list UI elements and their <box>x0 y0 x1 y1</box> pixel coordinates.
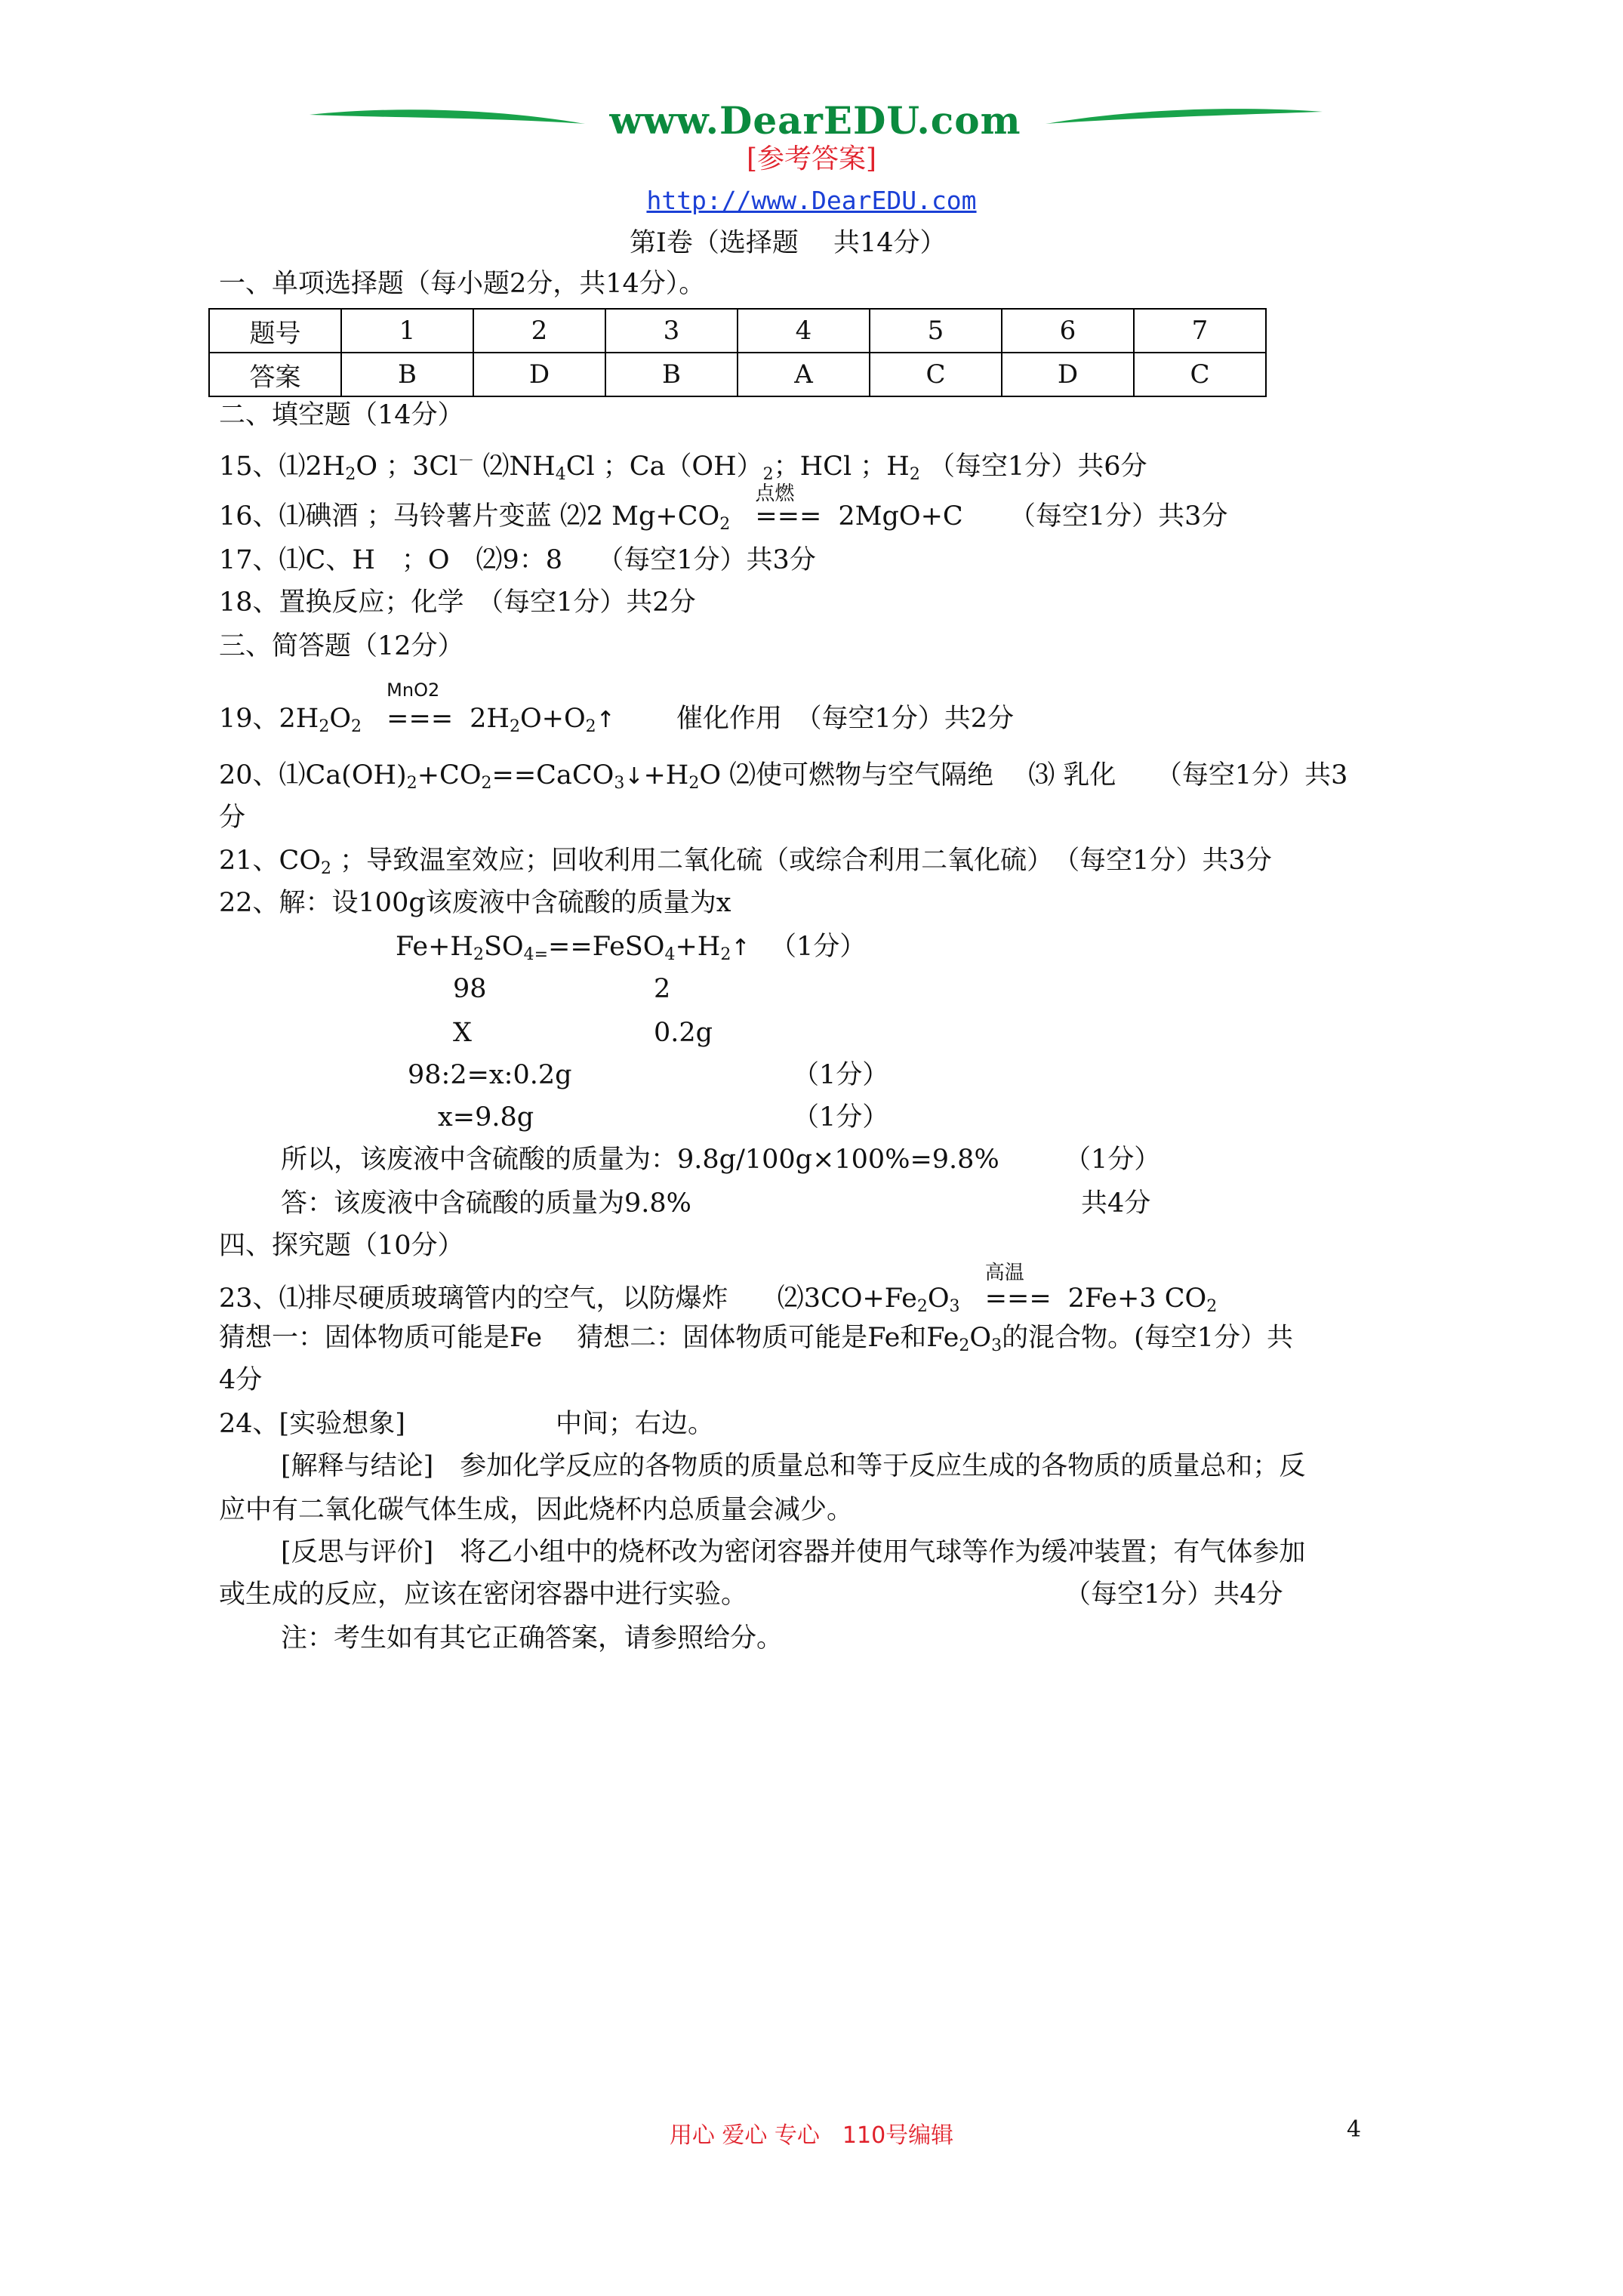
guess-line: 猜想一：固体物质可能是Fe 猜想二：固体物质可能是Fe和$Fe_2O_3$的混合物。(每空1分）共 <box>219 1323 1294 1355</box>
table-cell: 3 <box>605 309 738 353</box>
text-run: 催化作用 （每空1分）共2分 <box>676 704 1014 734</box>
explain-line-2: 应中有二氧化碳气体生成，因此烧杯内总质量会减少。 <box>219 1495 854 1525</box>
score-label: 共4分 <box>1081 1188 1151 1219</box>
text-run: O ；3Cl <box>356 451 458 482</box>
text-run: 2MgO+C <box>838 501 963 532</box>
answer-table <box>208 308 1267 397</box>
calc-value: 2 <box>654 974 671 1004</box>
table-cell: C <box>870 353 1002 396</box>
text-run: ；HCl ；H <box>773 451 910 482</box>
answer-21: 21、$CO_2$ ；导致温室效应；回收利用二氧化硫（或综合利用二氧化硫） （每空1分）共3分 <box>219 846 1272 878</box>
precipitate-arrow-icon: ↓ <box>624 763 644 790</box>
table-cell: 4 <box>738 309 870 353</box>
text-run: 15、⑴2H <box>219 451 346 482</box>
part-title: 第Ⅰ卷（选择题 共14分） <box>630 228 947 258</box>
note-line: 注：考生如有其它正确答案，请参照给分。 <box>281 1623 784 1653</box>
text-run: Fe+H <box>396 932 473 962</box>
table-cell: 2 <box>473 309 605 353</box>
site-logo <box>302 98 1329 143</box>
logo-text: www.DearEDU.com <box>609 98 1021 143</box>
score-label: （1分） <box>793 1102 889 1133</box>
condition-label: 点燃 <box>755 482 795 505</box>
table-cell: 6 <box>1002 309 1134 353</box>
answer-20: 20、$⑴Ca(OH)_2+CO_2==CaCO_3↓+H_2O$ ⑵使可燃物与空气隔绝 ⑶ 乳化 （每空1分）共3 <box>219 760 1348 793</box>
text-run: （每空1分）共3分 <box>1009 501 1228 532</box>
reflect-line-1: [反思与评价] 将乙小组中的烧杯改为密闭容器并使用气球等作为缓冲装置；有气体参加 <box>281 1537 1306 1567</box>
text-run: SO <box>483 932 524 962</box>
text-run: O+O <box>519 704 586 734</box>
catalyst-label: MnO2 <box>387 680 440 701</box>
conclusion-line: 所以，该废液中含硫酸的质量为：9.8g/100g×100%=9.8% <box>281 1145 999 1175</box>
text-run: 19、2H <box>219 704 319 734</box>
calc-value: 98 <box>453 974 487 1004</box>
page-number: 4 <box>1347 2116 1362 2143</box>
answer-15: 15、$⑴2H_2O$ ；3Cl－ $⑵NH_4Cl$ ；$Ca(OH)_2$；HCl ；$H_2$ （每空1分）共6分 <box>219 451 1147 484</box>
gas-arrow-icon: ↑ <box>596 707 615 733</box>
text-run: O ⑵使可燃物与空气隔绝 ⑶ 乳化 （每空1分）共3 <box>699 760 1348 791</box>
text-run: （每空1分）共6分 <box>919 451 1147 482</box>
reflect-line-2: 或生成的反应，应该在密闭容器中进行实验。 <box>219 1579 748 1610</box>
calc-value: 0.2g <box>654 1018 713 1048</box>
text-run: Cl ；Ca（OH） <box>565 451 763 482</box>
gas-arrow-icon: ↑ <box>731 935 750 961</box>
logo-swoosh-right <box>1042 98 1329 143</box>
text-run: 2H <box>470 704 510 734</box>
answer-22-equation: $Fe+H_2SO_{4=}==FeSO_4+H_2↑$ <box>396 932 750 964</box>
answer-18: 18、置换反应；化学 （每空1分）共2分 <box>219 587 696 618</box>
section-heading-4: 四、探究题（10分） <box>219 1231 464 1261</box>
table-cell: D <box>1002 353 1134 396</box>
table-cell: 5 <box>870 309 1002 353</box>
section-heading-2: 二、填空题（14分） <box>219 400 464 430</box>
table-cell: B <box>605 353 738 396</box>
text-run: ==CaCO <box>491 760 614 791</box>
text-run: +H <box>643 760 689 791</box>
calc-result: x=9.8g <box>438 1102 534 1133</box>
score-label: （1分） <box>770 932 867 962</box>
footer-text: 用心 爱心 专心 110号编辑 <box>669 2122 954 2149</box>
score-label: （1分） <box>793 1060 889 1090</box>
answer-20-cont: 分 <box>219 803 246 833</box>
answer-24-label: 24、[实验想象] <box>219 1409 405 1439</box>
text-run: ；导致温室效应；回收利用二氧化硫（或综合利用二氧化硫） （每空1分）共3分 <box>340 846 1272 876</box>
equals-sign: === <box>984 1284 1052 1314</box>
answer-line: 答：该废液中含硫酸的质量为9.8% <box>281 1188 691 1219</box>
calc-ratio: 98:2=x:0.2g <box>408 1060 572 1090</box>
answer-23: 23、⑴排尽硬质玻璃管内的空气，以防爆炸 $⑵3CO+Fe_2O_3$ 高温 === 2Fe+3 $CO_2$ <box>219 1282 1217 1315</box>
answer-16: 16、⑴碘酒 ；马铃薯片变蓝 ⑵2 $Mg+CO_2$ 点燃 === 2MgO+C （每空1分）共3分 <box>219 500 1227 533</box>
table-row <box>209 309 1266 353</box>
text-run: ==FeSO <box>548 932 665 962</box>
section-heading-1: 一、单项选择题（每小题2分，共14分）。 <box>219 269 706 299</box>
table-cell: C <box>1134 353 1266 396</box>
table-row <box>209 353 1266 396</box>
logo-swoosh-left <box>302 98 589 143</box>
text-run: O <box>329 704 352 734</box>
answer-22-intro: 22、解：设100g该废液中含硫酸的质量为x <box>219 888 731 918</box>
site-link[interactable]: http://www.DearEDU.com <box>646 186 977 215</box>
text-run: 2Fe+3 CO <box>1067 1284 1207 1314</box>
guess-line-cont: 4分 <box>219 1365 263 1395</box>
answer-19: 19、$2H_2O_2$ MnO2 === $2H_2O+O_2↑$ 催化作用 （每空1分）共2分 <box>219 702 1014 737</box>
table-cell: B <box>341 353 473 396</box>
text-run: 23、⑴排尽硬质玻璃管内的空气，以防爆炸 <box>219 1284 728 1314</box>
text-run: 21、CO <box>219 846 322 876</box>
score-label: （1分） <box>1064 1145 1161 1175</box>
section-heading-3: 三、简答题（12分） <box>219 631 464 661</box>
text-run: ⑵3CO+Fe <box>777 1284 917 1314</box>
table-cell: 1 <box>341 309 473 353</box>
text-run: 猜想一：固体物质可能是Fe 猜想二：固体物质可能是Fe和Fe <box>219 1323 959 1353</box>
table-cell: A <box>738 353 870 396</box>
text-run: 20、⑴Ca(OH) <box>219 760 407 791</box>
equals-sign: === <box>755 501 822 532</box>
text-run: － <box>457 451 475 470</box>
text-run: +H <box>675 932 721 962</box>
answer-24-value: 中间；右边。 <box>556 1409 715 1439</box>
table-cell: 7 <box>1134 309 1266 353</box>
answer-17: 17、⑴C、H ；O ⑵9：8 （每空1分）共3分 <box>219 545 816 575</box>
text-run: O <box>927 1284 950 1314</box>
condition-label: 高温 <box>984 1262 1024 1284</box>
text-run: O <box>969 1323 992 1353</box>
text-run: +CO <box>417 760 482 791</box>
text-run: 的混合物。(每空1分）共 <box>1002 1323 1294 1353</box>
equals-sign: === <box>387 704 454 734</box>
reference-answer-title: [参考答案] <box>746 143 877 174</box>
explain-line-1: [解释与结论] 参加化学反应的各物质的质量总和等于反应生成的各物质的质量总和；反 <box>281 1451 1306 1481</box>
table-header-cell: 题号 <box>209 309 341 353</box>
text-run: 16、⑴碘酒 ；马铃薯片变蓝 ⑵2 Mg+CO <box>219 501 720 532</box>
table-cell: D <box>473 353 605 396</box>
text-run: ⑵NH <box>474 451 556 482</box>
calc-value: X <box>453 1018 472 1048</box>
score-label: （每空1分）共4分 <box>1064 1579 1283 1610</box>
table-header-cell: 答案 <box>209 353 341 396</box>
